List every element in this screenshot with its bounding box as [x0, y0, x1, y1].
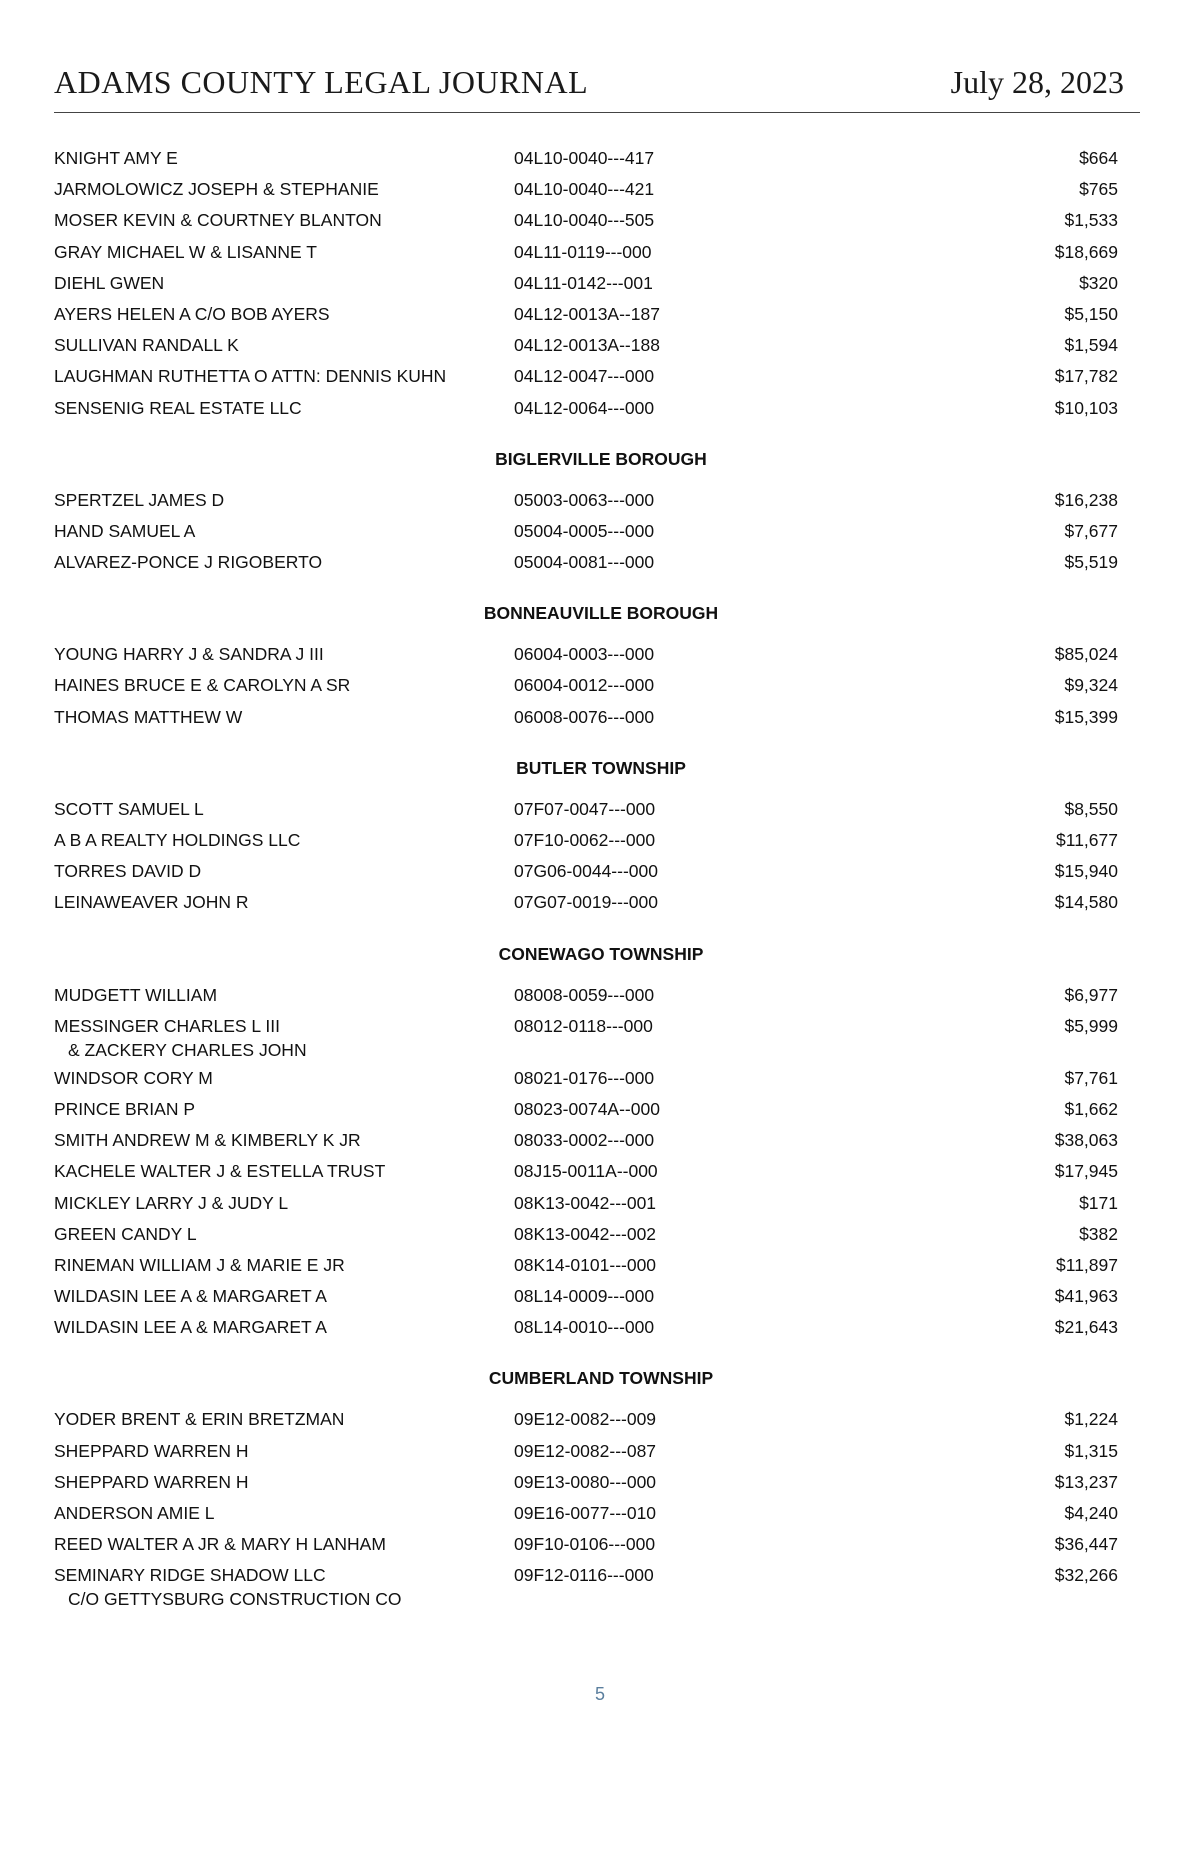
- owner-name: TORRES DAVID D: [54, 861, 202, 882]
- list-item: [54, 519, 1118, 550]
- list-item: [54, 364, 1118, 395]
- amount-due: $14,580: [1054, 892, 1118, 913]
- list-item: [54, 983, 1118, 1014]
- owner-name-continuation: & ZACKERY CHARLES JOHN: [68, 1039, 307, 1060]
- parcel-number: 04L10-0040---421: [514, 179, 655, 200]
- list-item: [54, 1128, 1118, 1159]
- amount-due: $1,224: [1064, 1409, 1118, 1430]
- owner-name: A B A REALTY HOLDINGS LLC: [54, 830, 301, 850]
- owner-name: HAINES BRUCE E & CAROLYN A SR: [54, 675, 351, 696]
- list-item: [54, 705, 1118, 736]
- amount-due: $7,677: [1064, 520, 1118, 541]
- amount-due: $765: [1079, 179, 1118, 200]
- amount-due: $15,399: [1054, 706, 1118, 727]
- list-item: [54, 488, 1118, 519]
- parcel-number: 07F07-0047---000: [514, 798, 656, 819]
- parcel-number: 06004-0003---000: [514, 644, 655, 665]
- owner-name: MOSER KEVIN & COURTNEY BLANTON: [54, 210, 382, 231]
- amount-due: $1,662: [1064, 1098, 1118, 1119]
- owner-name: ANDERSON AMIE L: [54, 1503, 215, 1523]
- list-item: [54, 1253, 1118, 1284]
- list-item: [54, 1159, 1118, 1190]
- parcel-number: 09F10-0106---000: [514, 1534, 656, 1555]
- list-item: [54, 396, 1118, 427]
- list-item: [54, 642, 1118, 673]
- parcel-number: 07F10-0062---000: [514, 830, 656, 850]
- amount-due: $16,238: [1054, 489, 1118, 510]
- section-heading-bonneauville: BONNEAUVILLE BOROUGH: [483, 603, 719, 624]
- page-number: 5: [594, 1684, 605, 1704]
- parcel-number: 08008-0059---000: [514, 984, 655, 1005]
- parcel-number: 09E13-0080---000: [514, 1471, 657, 1492]
- list-item: [54, 1066, 1118, 1097]
- amount-due: $17,782: [1054, 366, 1118, 387]
- owner-name: LEINAWEAVER JOHN R: [54, 892, 249, 913]
- owner-name: PRINCE BRIAN P: [54, 1098, 195, 1119]
- amount-due: $41,963: [1054, 1286, 1118, 1307]
- amount-due: $32,266: [1054, 1565, 1118, 1586]
- parcel-number: 08L14-0009---000: [514, 1286, 655, 1307]
- parcel-number: 04L12-0047---000: [514, 366, 655, 387]
- list-item: [54, 302, 1118, 333]
- section-heading-cumberland: CUMBERLAND TOWNSHIP: [488, 1368, 714, 1389]
- owner-name: MICKLEY LARRY J & JUDY L: [54, 1192, 289, 1213]
- owner-name: HAND SAMUEL A: [54, 520, 196, 541]
- delinquent-tax-listing: [54, 146, 1118, 1615]
- parcel-number: 04L12-0064---000: [514, 397, 655, 418]
- list-item: [54, 673, 1118, 704]
- amount-due: $8,550: [1064, 798, 1118, 819]
- amount-due: $85,024: [1054, 644, 1118, 665]
- owner-name: YODER BRENT & ERIN BRETZMAN: [54, 1409, 345, 1430]
- owner-name: MESSINGER CHARLES L III & ZACKERY CHARLES JOHN: [54, 1014, 494, 1062]
- parcel-number: 09F12-0116---000: [514, 1565, 654, 1586]
- list-item: [54, 1407, 1118, 1438]
- list-item: [54, 797, 1118, 828]
- section-heading-butler: BUTLER TOWNSHIP: [516, 757, 686, 778]
- journal-title: ADAMS COUNTY LEGAL JOURNAL: [54, 64, 589, 100]
- owner-name-continuation: C/O GETTYSBURG CONSTRUCTION CO: [68, 1589, 402, 1610]
- parcel-number: 08L14-0010---000: [514, 1317, 655, 1338]
- owner-name: SULLIVAN RANDALL K: [54, 335, 239, 356]
- owner-name: KNIGHT AMY E: [54, 148, 178, 168]
- list-item: [54, 550, 1118, 581]
- owner-name: DIEHL GWEN: [54, 272, 165, 293]
- parcel-number: 07G06-0044---000: [514, 861, 658, 882]
- owner-name: GRAY MICHAEL W & LISANNE T: [54, 241, 317, 262]
- list-item: [54, 1501, 1118, 1532]
- section-heading-conewago: CONEWAGO TOWNSHIP: [498, 943, 704, 964]
- amount-due: $7,761: [1064, 1067, 1118, 1088]
- parcel-number: 08023-0074A--000: [514, 1098, 660, 1119]
- amount-due: $11,677: [1056, 830, 1118, 850]
- parcel-number: 09E12-0082---087: [514, 1440, 657, 1461]
- amount-due: $36,447: [1054, 1534, 1118, 1555]
- parcel-number: 08K14-0101---000: [514, 1254, 657, 1275]
- amount-due: $17,945: [1054, 1161, 1118, 1182]
- parcel-number: 06008-0076---000: [514, 706, 655, 727]
- list-item: [54, 859, 1118, 890]
- parcel-number: 04L10-0040---505: [514, 210, 655, 231]
- owner-name: THOMAS MATTHEW W: [54, 706, 243, 727]
- owner-name: SENSENIG REAL ESTATE LLC: [54, 397, 302, 418]
- parcel-number: 04L12-0013A--188: [514, 335, 660, 356]
- list-item: [54, 1470, 1118, 1501]
- parcel-number: 08K13-0042---002: [514, 1223, 657, 1244]
- amount-due: $664: [1079, 148, 1118, 168]
- parcel-number: 08012-0118---000: [514, 1015, 653, 1036]
- amount-due: $320: [1079, 272, 1118, 293]
- owner-name: RINEMAN WILLIAM J & MARIE E JR: [54, 1254, 345, 1275]
- owner-name: SPERTZEL JAMES D: [54, 489, 225, 510]
- issue-date: July 28, 2023: [950, 64, 1124, 100]
- owner-name: SHEPPARD WARREN H: [54, 1471, 249, 1492]
- parcel-number: 09E12-0082---009: [514, 1409, 657, 1430]
- list-item: [54, 1439, 1118, 1470]
- owner-name: JARMOLOWICZ JOSEPH & STEPHANIE: [54, 179, 379, 200]
- amount-due: $10,103: [1054, 397, 1118, 418]
- amount-due: $5,999: [1064, 1015, 1118, 1036]
- parcel-number: 09E16-0077---010: [514, 1503, 657, 1523]
- list-item: [54, 1014, 1118, 1066]
- amount-due: $1,315: [1064, 1440, 1118, 1461]
- owner-name: AYERS HELEN A C/O BOB AYERS: [54, 303, 330, 324]
- owner-name: LAUGHMAN RUTHETTA O ATTN: DENNIS KUHN: [54, 366, 447, 387]
- amount-due: $15,940: [1054, 861, 1118, 882]
- parcel-number: 04L11-0119---000: [514, 241, 652, 262]
- owner-name: SHEPPARD WARREN H: [54, 1440, 249, 1461]
- amount-due: $1,594: [1064, 335, 1118, 356]
- list-item: [54, 1563, 1118, 1615]
- amount-due: $11,897: [1056, 1254, 1118, 1275]
- list-item: [54, 240, 1118, 271]
- amount-due: $38,063: [1054, 1130, 1118, 1151]
- parcel-number: 05003-0063---000: [514, 489, 655, 510]
- amount-due: $5,150: [1064, 303, 1118, 324]
- parcel-number: 08J15-0011A--000: [514, 1161, 658, 1182]
- owner-name: GREEN CANDY L: [54, 1223, 197, 1244]
- list-item: [54, 208, 1118, 239]
- parcel-number: 08K13-0042---001: [514, 1192, 657, 1213]
- owner-name: SMITH ANDREW M & KIMBERLY K JR: [54, 1130, 361, 1151]
- amount-due: $21,643: [1054, 1317, 1118, 1338]
- parcel-number: 08021-0176---000: [514, 1067, 655, 1088]
- list-item: [54, 890, 1118, 921]
- amount-due: $171: [1079, 1192, 1118, 1213]
- owner-name: WILDASIN LEE A & MARGARET A: [54, 1317, 327, 1338]
- list-item: [54, 1532, 1118, 1563]
- owner-name: YOUNG HARRY J & SANDRA J III: [54, 644, 324, 665]
- parcel-number: 08033-0002---000: [514, 1130, 655, 1151]
- list-item: [54, 333, 1118, 364]
- amount-due: $9,324: [1064, 675, 1118, 696]
- parcel-number: 05004-0005---000: [514, 520, 655, 541]
- list-item: [54, 1191, 1118, 1222]
- list-item: [54, 1222, 1118, 1253]
- parcel-number: 04L10-0040---417: [514, 148, 655, 168]
- list-item: [54, 177, 1118, 208]
- parcel-number: 04L12-0013A--187: [514, 303, 660, 324]
- amount-due: $18,669: [1054, 241, 1118, 262]
- page-header: [54, 62, 1140, 113]
- owner-name: SCOTT SAMUEL L: [54, 798, 204, 819]
- list-item: [54, 146, 1118, 177]
- amount-due: $5,519: [1064, 552, 1118, 573]
- amount-due: $6,977: [1064, 984, 1118, 1005]
- amount-due: $382: [1079, 1223, 1118, 1244]
- owner-name: MUDGETT WILLIAM: [54, 984, 218, 1005]
- list-item: [54, 828, 1118, 859]
- section-heading-biglerville: BIGLERVILLE BOROUGH: [495, 448, 707, 469]
- amount-due: $4,240: [1064, 1503, 1118, 1523]
- list-item: [54, 1284, 1118, 1315]
- owner-name: WILDASIN LEE A & MARGARET A: [54, 1286, 327, 1307]
- owner-name: ALVAREZ-PONCE J RIGOBERTO: [54, 552, 323, 573]
- parcel-number: 06004-0012---000: [514, 675, 655, 696]
- owner-name: KACHELE WALTER J & ESTELLA TRUST: [54, 1161, 386, 1182]
- owner-name: SEMINARY RIDGE SHADOW LLC C/O GETTYSBURG CONSTRUCTION CO: [54, 1563, 494, 1611]
- amount-due: $1,533: [1064, 210, 1118, 231]
- amount-due: $13,237: [1054, 1471, 1118, 1492]
- list-item: [54, 271, 1118, 302]
- list-item: [54, 1097, 1118, 1128]
- list-item: [54, 1315, 1118, 1346]
- parcel-number: 07G07-0019---000: [514, 892, 658, 913]
- owner-name: WINDSOR CORY M: [54, 1067, 213, 1088]
- owner-name: REED WALTER A JR & MARY H LANHAM: [54, 1534, 386, 1555]
- parcel-number: 04L11-0142---001: [514, 272, 653, 293]
- parcel-number: 05004-0081---000: [514, 552, 655, 573]
